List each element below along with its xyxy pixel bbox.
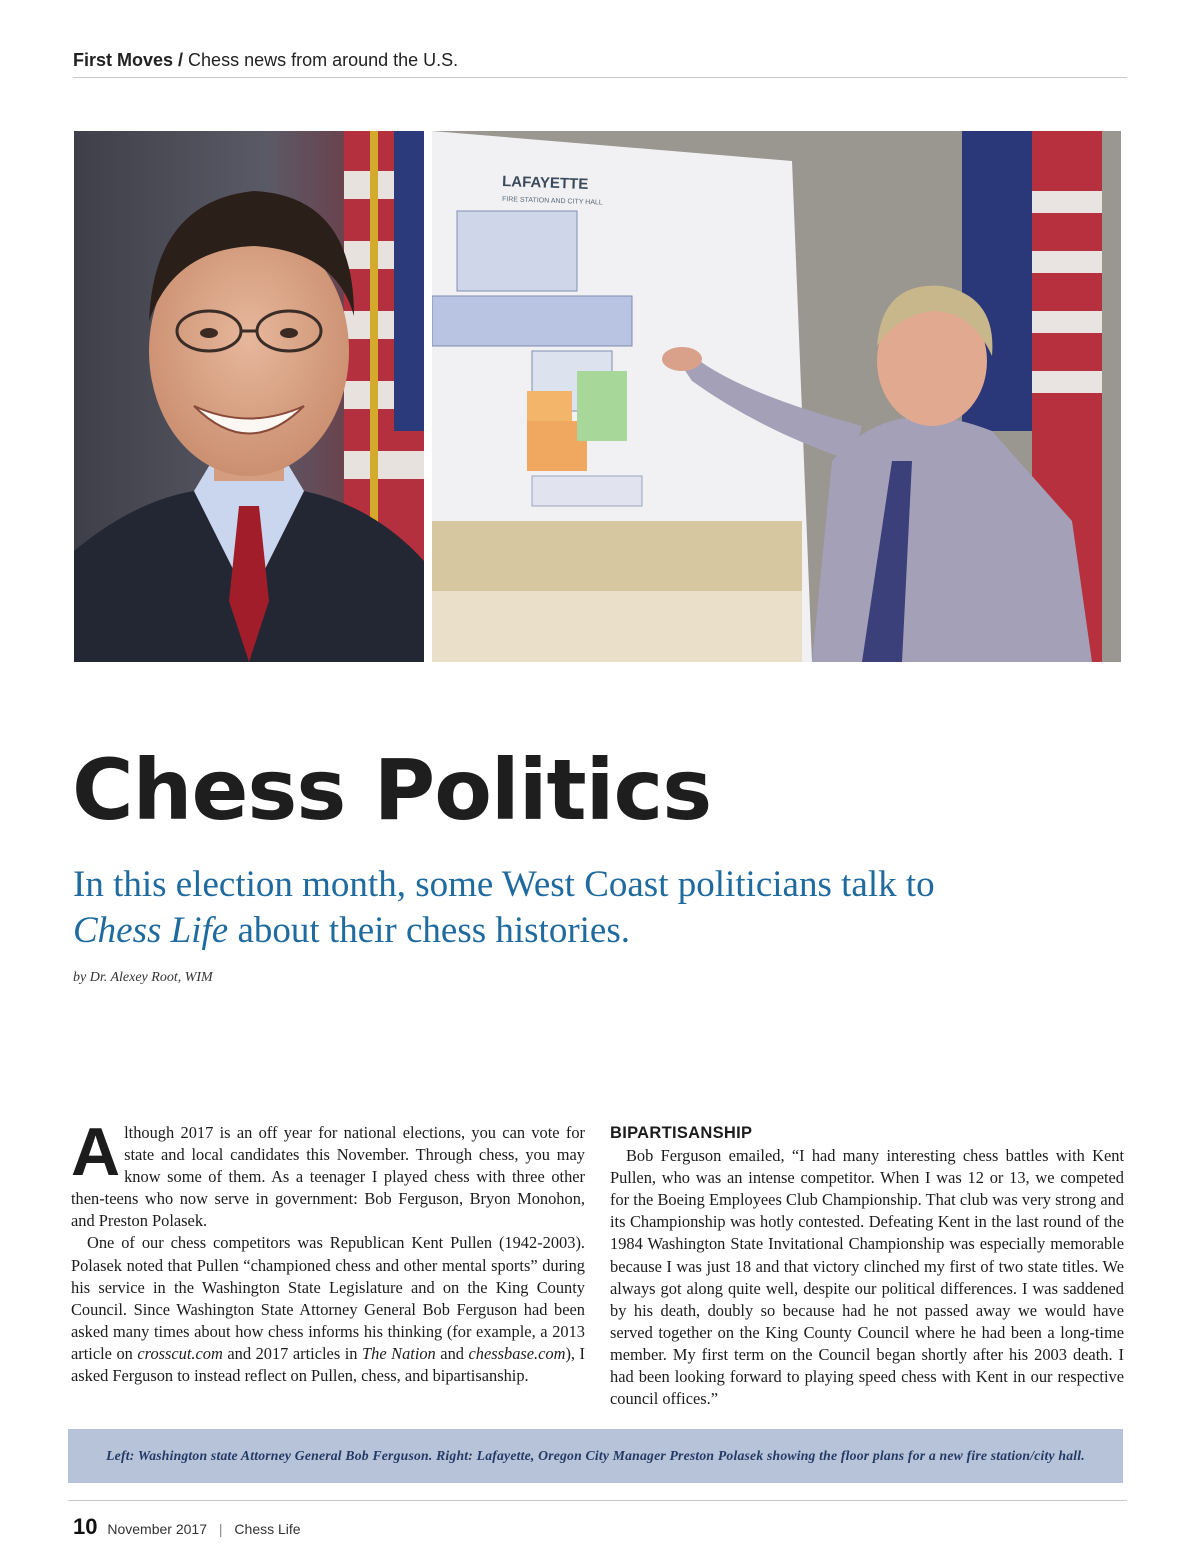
floor-plan-presentation-photo — [432, 131, 1121, 662]
page-footer — [73, 1514, 301, 1540]
paragraph-ferguson-quote: Bob Ferguson emailed, “I had many interesting chess battles with Kent Pullen, who was an intense competitor. When I was 12 or 13, we competed for the Boeing Employees Club Championship. That club was very strong and its Championship was hotly contested. Defeating Kent in the last round of the 1984 Washington State Invitational Championship was especially memorable because I was just 18 and that victory clinched my first of two state titles. We always got along quite well, despite our political differences. I was saddened by his death, doubly so because had he not passed away we would have served together on the King County Council where he had been a long-time member. My first term on the Council began shortly after his 2003 death. I had been looking forward to playing speed chess with Kent in our respective council offices.” — [610, 1146, 1124, 1409]
deck-line-1: In this election month, some West Coast politicians talk to — [73, 864, 935, 905]
paragraph-pullen — [71, 1232, 585, 1387]
deck-line-2: about their chess histories. — [228, 910, 630, 951]
drop-cap: A — [71, 1114, 121, 1190]
body-column-right — [610, 1122, 1124, 1410]
footer-separator: | — [218, 1521, 223, 1537]
body-column-left — [71, 1114, 585, 1387]
issue-date: November 2017 — [107, 1521, 207, 1537]
subhead-bipartisanship: BIPARTISANSHIP — [610, 1124, 753, 1142]
page-number: 10 — [73, 1514, 98, 1539]
photo-caption: Left: Washington state Attorney General Bob Ferguson. Right: Lafayette, Oregon City Manager Preston Polasek showing the floor plans for a new fire station/city hall. — [106, 1448, 1085, 1463]
footer-divider — [68, 1500, 1127, 1501]
floor-plan-photo-icon — [432, 131, 1121, 662]
article-title: Chess Politics — [72, 741, 712, 839]
paragraph-pullen-text-d: ), I asked Ferguson to instead reflect on Pullen, chess, and bipartisanship. — [71, 1343, 585, 1386]
article-deck — [73, 862, 1073, 954]
section-subtitle: Chess news from around the U.S. — [188, 50, 459, 70]
paragraph-intro — [71, 1114, 585, 1232]
board-title: LAFAYETTE — [501, 173, 589, 194]
section-name: First Moves / — [73, 50, 184, 70]
byline: by Dr. Alexey Root, WIM — [73, 970, 213, 985]
paragraph-intro-text: lthough 2017 is an off year for national elections, you can vote for state and local candidates this November. Through chess, you may know some of them. As a teenager I played chess with three other then-teens who now serve in government: Bob Ferguson, Bryon Monohon, and Preston Polasek. — [71, 1123, 585, 1231]
photo-caption-bar — [68, 1429, 1123, 1483]
paragraph-pullen-text-a: One of our chess competitors was Republican Kent Pullen (1942-2003). Polasek noted that Pullen “championed chess and other mental sports” during his service in the Washington State Legislature and on the King County Council. Since Washington State Attorney General Bob Ferguson had been asked many times about how chess informs his thinking (for example, a 2013 article on — [71, 1233, 585, 1363]
link-crosscut[interactable]: crosscut.com — [137, 1343, 223, 1363]
running-header — [73, 50, 1127, 78]
publication-the-nation: The Nation — [362, 1343, 436, 1363]
board-subtitle: FIRE STATION AND CITY HALL — [501, 196, 603, 207]
magazine-name: Chess Life — [234, 1521, 301, 1537]
portrait-photo — [74, 131, 424, 662]
deck-magazine-name: Chess Life — [73, 910, 229, 951]
paragraph-pullen-text-c: and — [435, 1343, 469, 1363]
link-chessbase[interactable]: chessbase.com — [468, 1343, 566, 1363]
paragraph-pullen-text-b: and 2017 articles in — [222, 1343, 363, 1363]
portrait-photo-icon — [74, 131, 424, 662]
